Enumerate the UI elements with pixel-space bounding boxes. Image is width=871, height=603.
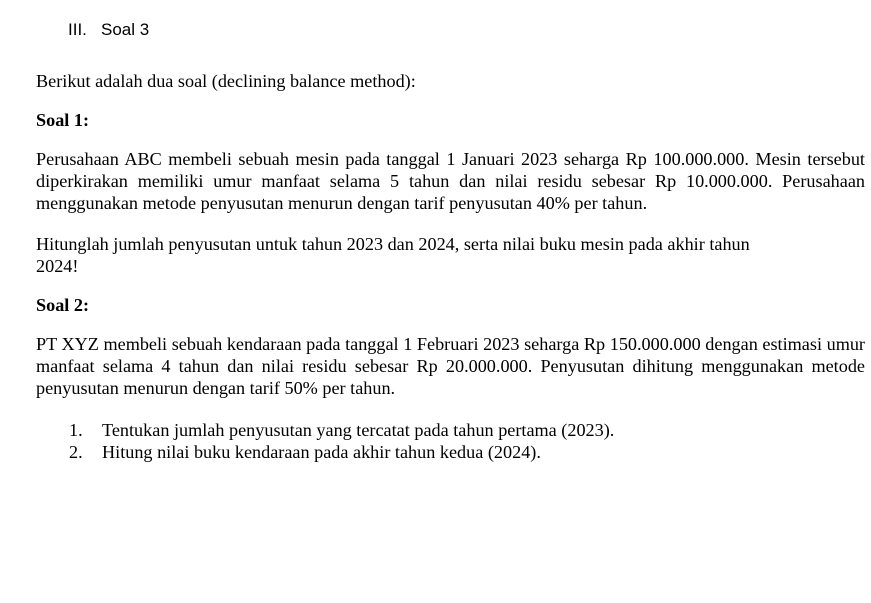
document-body bbox=[36, 70, 865, 463]
list-item bbox=[69, 419, 865, 441]
list-marker: 1. bbox=[69, 420, 83, 440]
soal-1-question bbox=[36, 233, 865, 277]
intro-text: Berikut adalah dua soal (declining balance method): bbox=[36, 71, 416, 91]
list-item bbox=[69, 441, 865, 463]
section-heading bbox=[68, 19, 149, 41]
soal-2-title: Soal 2: bbox=[36, 295, 90, 315]
soal-1-title: Soal 1: bbox=[36, 110, 90, 130]
list-item-text: Hitung nilai buku kendaraan pada akhir tahun kedua (2024). bbox=[102, 442, 541, 462]
soal-1-question-text: Hitunglah jumlah penyusutan untuk tahun 2023 dan 2024, serta nilai buku mesin pada akhir tahun bbox=[36, 234, 750, 254]
list-marker: 2. bbox=[69, 442, 83, 462]
soal-2-paragraph: PT XYZ membeli sebuah kendaraan pada tanggal 1 Februari 2023 seharga Rp 150.000.000 dengan estimasi umur manfaat selama 4 tahun dan nilai residu sebesar Rp 20.000.000. Penyusutan dihitung menggunakan metode penyusutan menurun dengan tarif 50% per tahun. bbox=[36, 334, 865, 398]
section-title: Soal 3 bbox=[101, 20, 150, 39]
list-item-text: Tentukan jumlah penyusutan yang tercatat pada tahun pertama (2023). bbox=[102, 420, 615, 440]
section-number: III. bbox=[68, 20, 87, 39]
soal-1-question-tail: 2024! bbox=[36, 256, 79, 276]
soal-1-paragraph: Perusahaan ABC membeli sebuah mesin pada tanggal 1 Januari 2023 seharga Rp 100.000.000. Mesin tersebut diperkirakan memiliki umur manfaat selama 5 tahun dan nilai residu sebesar Rp 10.000.000. Perusahaan menggunakan metode penyusutan menurun dengan tarif penyusutan 40% per tahun. bbox=[36, 149, 865, 213]
soal-2-task-list bbox=[36, 419, 865, 463]
